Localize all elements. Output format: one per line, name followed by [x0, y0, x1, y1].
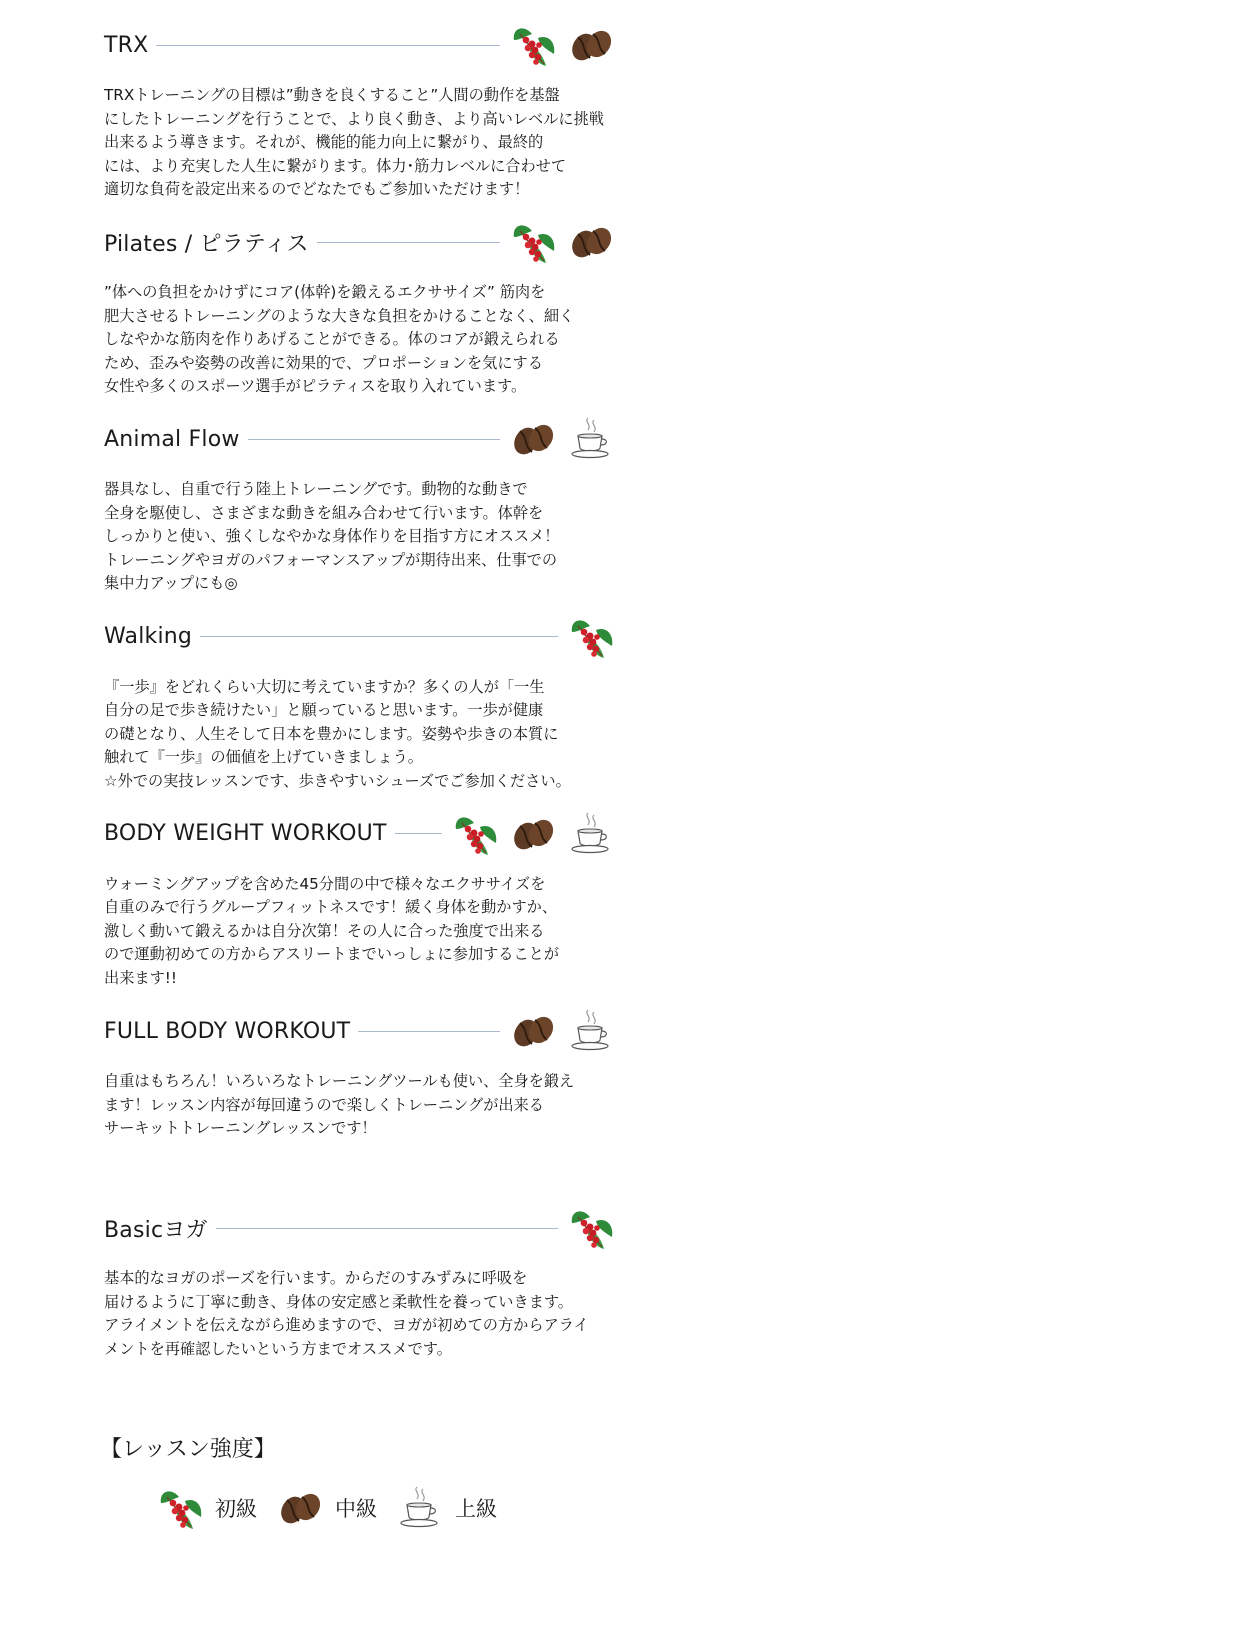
- description-line: の礎となり、人生そして日本を豊かにします。姿勢や歩きの本質に: [104, 724, 559, 743]
- description-line: にしたトレーニングを行うことで、より良く動き、より高いレベルに挑戦: [104, 109, 604, 128]
- lesson-title: Walking: [104, 624, 193, 650]
- title-divider: [317, 242, 500, 243]
- lesson-header: [104, 811, 616, 857]
- legend-label: 上級: [455, 1497, 497, 1521]
- description-line: 基本的なヨガのポーズを行います。からだのすみずみに呼吸を: [104, 1269, 528, 1288]
- intermediate-bean-icon: [508, 1006, 558, 1056]
- beginner-leaf-icon: [566, 1203, 616, 1253]
- description-line: 激しく動いて鍛えるかは自分次第！その人に合った強度で出来る: [104, 921, 545, 940]
- description-line: ☆外での実技レッスンです、歩きやすいシューズでご参加ください。: [104, 771, 571, 790]
- intensity-legend: [155, 1478, 515, 1538]
- intensity-icons: [508, 414, 616, 464]
- beginner-leaf-icon: [508, 20, 558, 70]
- lesson-header: [104, 1205, 616, 1251]
- description-line: サーキットトレーニングレッスンです！: [104, 1119, 377, 1137]
- lesson-description: [104, 1267, 616, 1361]
- description-line: 肥大させるトレーニングのような大きな負担をかけることなく、細く: [104, 306, 575, 325]
- lesson-section: [104, 1008, 616, 1141]
- intensity-icons: [450, 809, 616, 859]
- description-line: ”体への負担をかけずにコア(体幹)を鍛えるエクササイズ” 筋肉を: [104, 283, 546, 302]
- title-divider: [358, 1031, 500, 1032]
- description-line: ため、歪みや姿勢の改善に効果的で、プロポーションを気にする: [104, 353, 543, 372]
- description-line: ので運動初めての方からアスリートまでいっしょに参加することが: [104, 945, 560, 964]
- beginner-leaf-icon: [508, 217, 558, 267]
- lesson-section: [104, 22, 616, 202]
- intensity-icons: [508, 20, 616, 70]
- description-line: 自重はもちろん！いろいろなトレーニングツールも使い、全身を鍛え: [104, 1072, 575, 1090]
- intensity-icons: [566, 612, 616, 662]
- lesson-description: [104, 478, 616, 596]
- lesson-description: [104, 873, 616, 991]
- lesson-description: [104, 281, 616, 399]
- lesson-section: [104, 811, 616, 991]
- lesson-header: [104, 1008, 616, 1054]
- description-line: 触れて『一歩』の価値を上げていきましょう。: [104, 748, 423, 767]
- advanced-coffee-cup-icon: [566, 809, 616, 859]
- lesson-title: BODY WEIGHT WORKOUT: [104, 821, 387, 847]
- title-divider: [200, 636, 558, 637]
- lesson-title: FULL BODY WORKOUT: [104, 1018, 351, 1044]
- intermediate-bean-icon: [566, 217, 616, 267]
- lesson-section: [104, 219, 616, 399]
- description-line: 女性や多くのスポーツ選手がピラティスを取り入れています。: [104, 377, 527, 396]
- lesson-section: [104, 1205, 616, 1361]
- description-line: 『一歩』をどれくらい大切に考えていますか？多くの人が「一生: [104, 677, 545, 696]
- advanced-coffee-cup-icon: [395, 1483, 445, 1533]
- intermediate-bean-icon: [508, 809, 558, 859]
- advanced-coffee-cup-icon: [566, 414, 616, 464]
- lesson-description: [104, 1070, 616, 1141]
- intensity-icons: [508, 217, 616, 267]
- description-line: TRXトレーニングの目標は”動きを良くすること”人間の動作を基盤: [104, 86, 560, 104]
- description-line: アライメントを伝えながら進めますので、ヨガが初めての方からアライ: [104, 1316, 589, 1335]
- description-line: 適切な負荷を設定出来るのでどなたでもご参加いただけます！: [104, 180, 530, 198]
- intermediate-bean-icon: [566, 20, 616, 70]
- beginner-leaf-icon: [566, 612, 616, 662]
- description-line: 出来るよう導きます。それが、機能的能力向上に繋がり、最終的: [104, 133, 544, 151]
- description-line: メントを再確認したいという方までオススメです。: [104, 1339, 452, 1358]
- description-line: しっかりと使い、強くしなやかな身体作りを目指す方にオススメ！: [104, 527, 560, 546]
- intensity-icons: [566, 1203, 616, 1253]
- legend-label: 初級: [215, 1497, 257, 1521]
- advanced-coffee-cup-icon: [566, 1006, 616, 1056]
- lesson-header: [104, 614, 616, 660]
- title-divider: [156, 45, 500, 46]
- description-line: 自重のみで行うグループフィットネスです！緩く身体を動かすか、: [104, 898, 558, 917]
- lesson-description: [104, 84, 616, 202]
- lesson-section: [104, 416, 616, 596]
- legend-label: 中級: [335, 1497, 377, 1521]
- lesson-section: [104, 614, 616, 794]
- description-line: しなやかな筋肉を作りあげることができる。体のコアが鍛えられる: [104, 330, 560, 349]
- lesson-header: [104, 22, 616, 68]
- description-line: ウォーミングアップを含めた45分間の中で様々なエクササイズを: [104, 874, 546, 893]
- title-divider: [248, 439, 500, 440]
- lesson-title: Basicヨガ: [104, 1217, 208, 1243]
- description-line: 全身を駆使し、さまざまな動きを組み合わせて行います。体幹を: [104, 503, 544, 522]
- legend-title: 【レッスン強度】: [100, 1437, 276, 1462]
- lesson-description: [104, 676, 616, 794]
- description-line: ます！レッスン内容が毎回違うので楽しくトレーニングが出来る: [104, 1095, 544, 1114]
- description-line: 器具なし、自重で行う陸上トレーニングです。動物的な動きで: [104, 480, 528, 499]
- intensity-icons: [508, 1006, 616, 1056]
- lesson-title: Pilates / ピラティス: [104, 231, 309, 257]
- description-line: 集中力アップにも◎: [104, 574, 238, 593]
- intermediate-bean-icon: [508, 414, 558, 464]
- lesson-header: [104, 416, 616, 462]
- beginner-leaf-icon: [450, 809, 500, 859]
- lesson-header: [104, 219, 616, 265]
- lesson-title: Animal Flow: [104, 426, 240, 452]
- title-divider: [395, 833, 442, 834]
- title-divider: [216, 1228, 558, 1229]
- lesson-title: TRX: [104, 32, 149, 58]
- description-line: 自分の足で歩き続けたい」と願っていると思います。一歩が健康: [104, 701, 544, 720]
- description-line: トレーニングやヨガのパフォーマンスアップが期待出来、仕事での: [104, 550, 558, 569]
- beginner-leaf-icon: [155, 1483, 205, 1533]
- description-line: には、より充実した人生に繋がります。体力･筋力レベルに合わせて: [104, 156, 567, 175]
- intermediate-bean-icon: [275, 1483, 325, 1533]
- description-line: 届けるように丁寧に動き、身体の安定感と柔軟性を養っていきます。: [104, 1292, 573, 1311]
- description-line: 出来ます!!: [104, 968, 177, 987]
